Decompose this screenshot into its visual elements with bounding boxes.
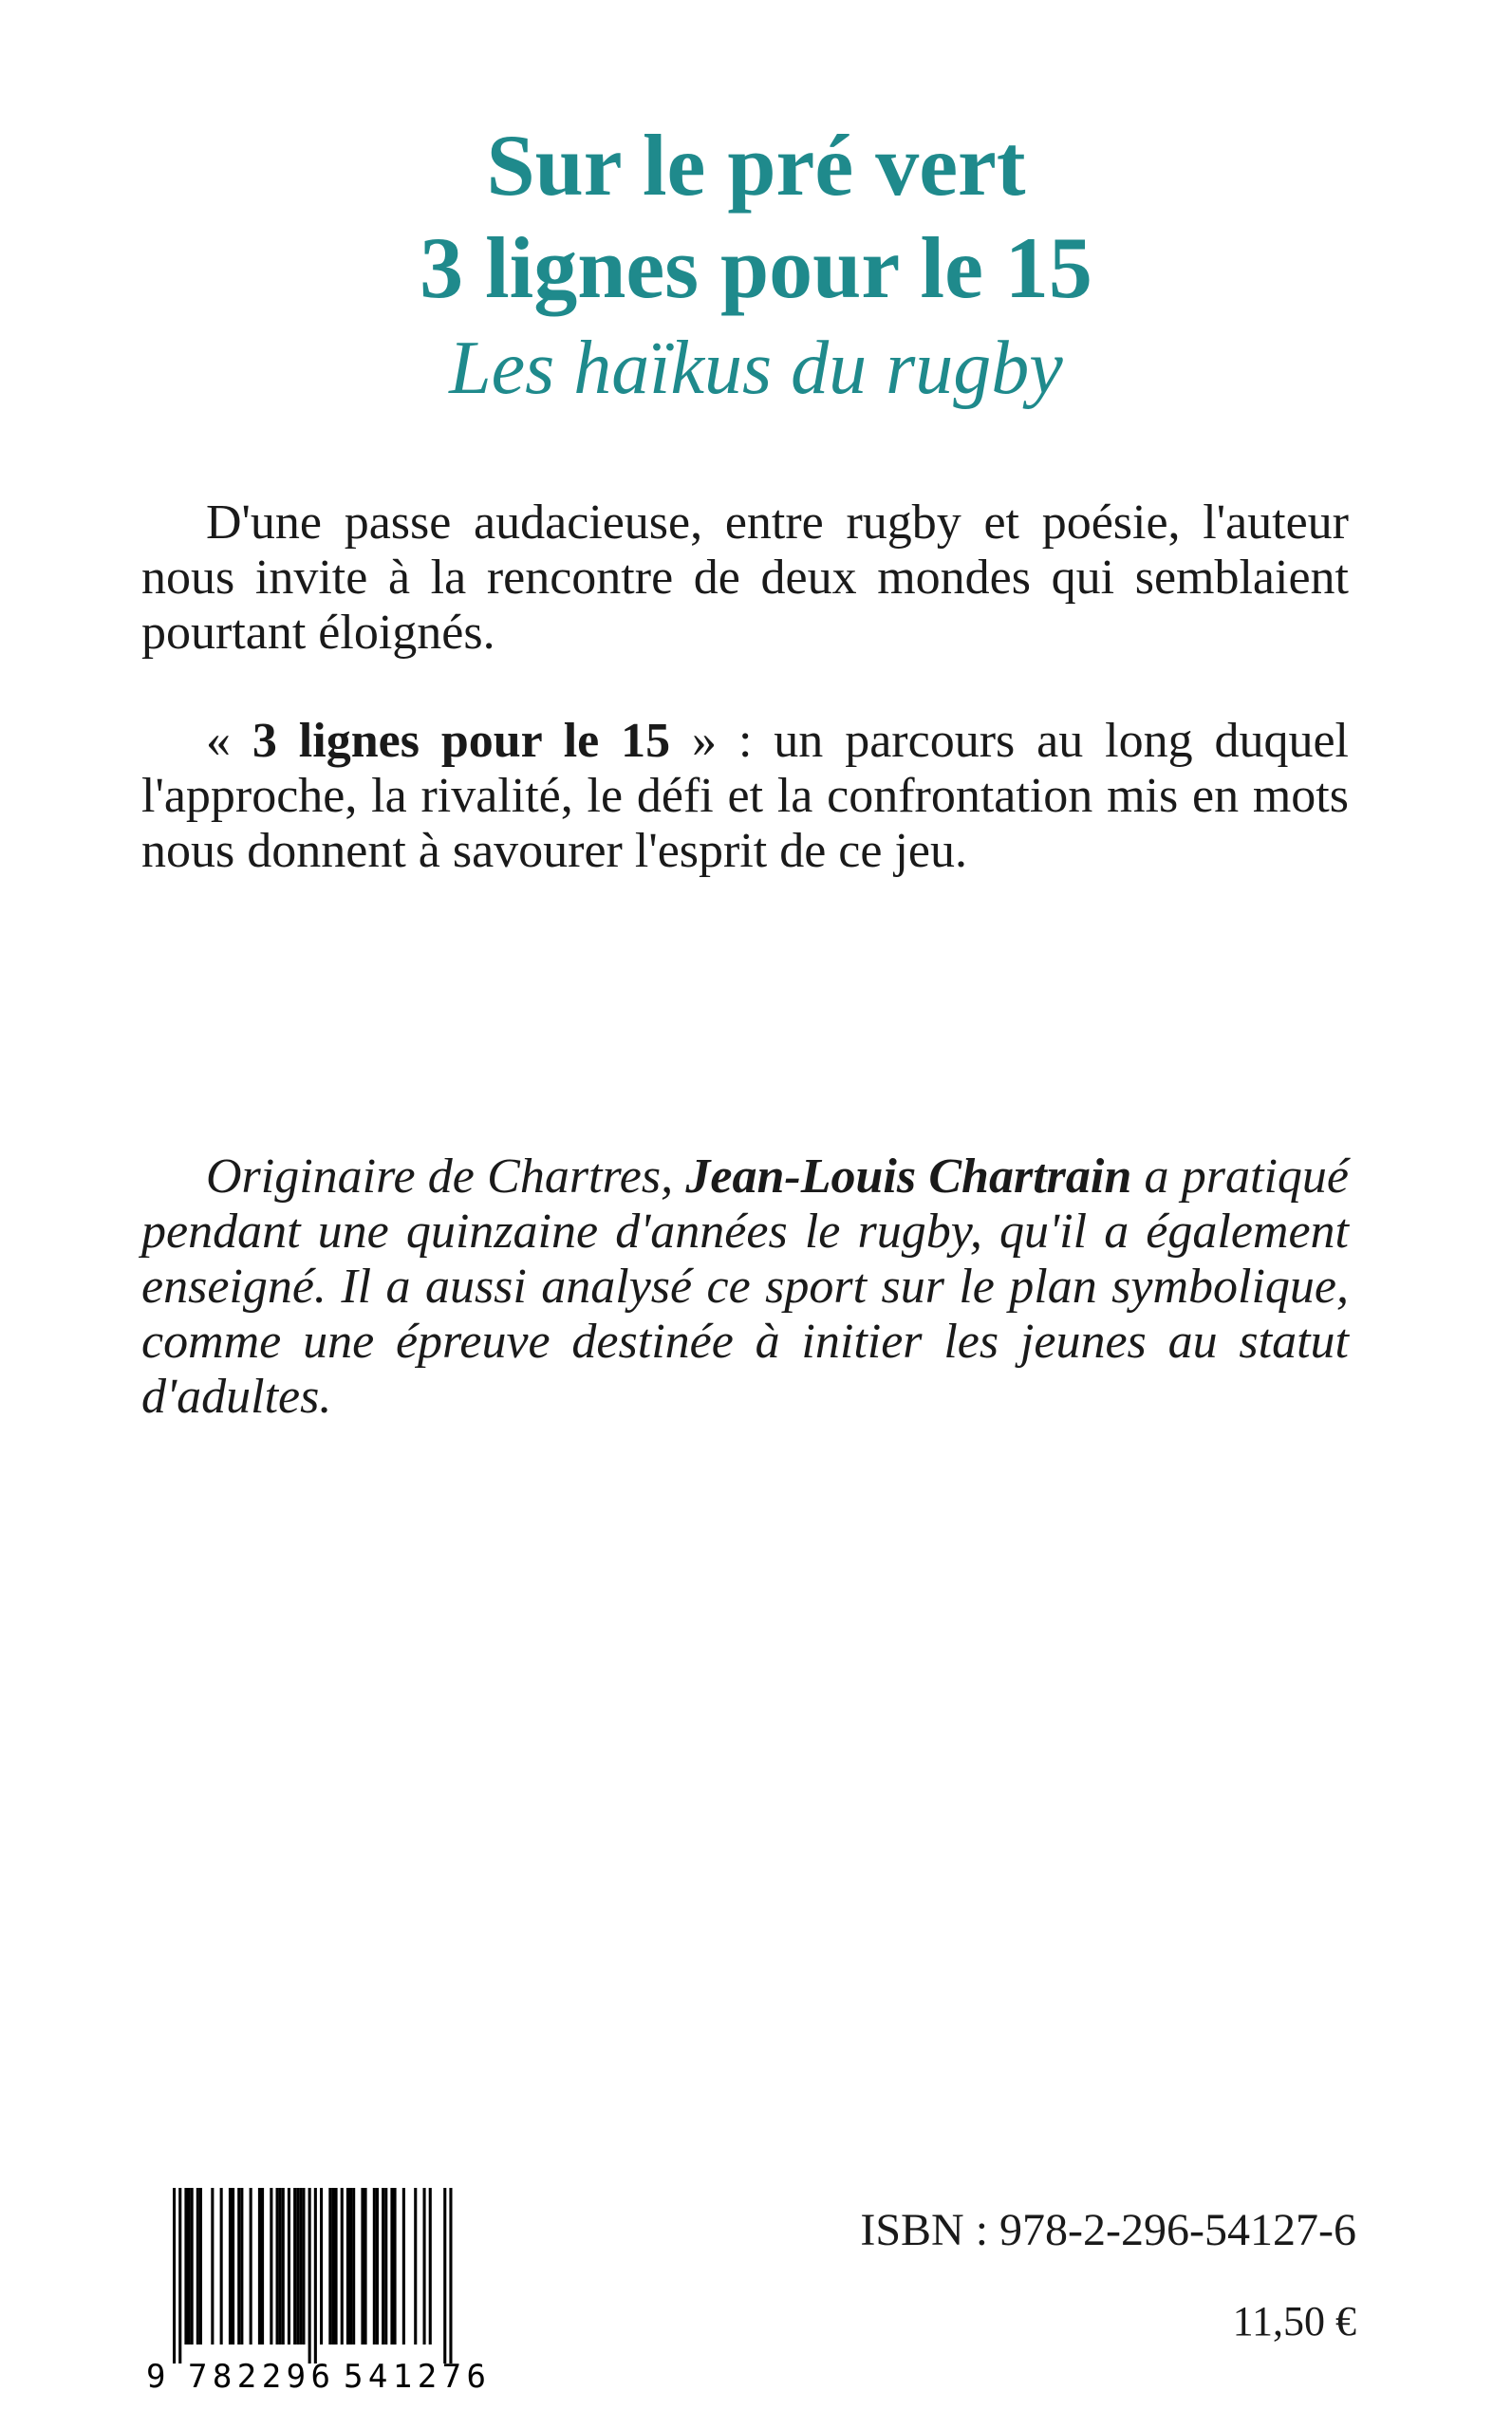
barcode-bar [211,2188,214,2345]
blurb-paragraph-2-rest: » : un parcours au long duquel l'approche, la rivalité, le défi et la confrontation mis en mots nous donnent à savourer l'esprit de ce jeu. [141,714,1350,878]
barcode [140,2186,520,2395]
blurb-bold-title: 3 lignes pour le 15 [252,714,671,768]
open-quote: « [206,714,252,768]
barcode-bar [220,2188,223,2345]
barcode-bar [293,2188,296,2345]
barcode-bar [296,2188,299,2345]
barcode-right-group: 541276 [344,2358,486,2395]
barcode-bar [178,2188,181,2363]
barcode-bar [449,2188,452,2363]
barcode-bar [276,2188,279,2345]
barcode-bar [258,2188,261,2345]
barcode-bar [240,2188,243,2345]
barcode-bar [331,2188,334,2345]
barcode-bar [361,2188,364,2345]
author-bio-intro: Originaire de Chartres, [206,1149,686,1204]
barcode-bar [314,2188,317,2363]
barcode-bars [173,2188,453,2363]
book-subtitle: Les haïkus du rugby [449,327,1063,410]
blurb-paragraph-1: D'une passe audacieuse, entre rugby et poésie, l'auteur nous invite à la rencontre de deux mondes qui semblaient pourtant éloignés. [141,495,1349,660]
barcode-bar [188,2188,191,2345]
barcode-bar [282,2188,285,2345]
isbn-label: ISBN : 978-2-296-54127-6 [860,2205,1356,2255]
barcode-bar [308,2188,311,2363]
barcode-bar [429,2188,432,2345]
book-title-line-1: Sur le pré vert [486,117,1026,214]
barcode-bar [232,2188,234,2345]
barcode-first-digit: 9 [146,2358,166,2395]
blurb-paragraph-2 [141,714,1349,879]
barcode-bar [390,2188,393,2345]
barcode-bar [423,2188,426,2345]
barcode-bar [279,2188,282,2345]
barcode-bar [302,2188,305,2345]
barcode-bar [288,2188,290,2345]
barcode-bar [373,2188,376,2345]
barcode-bar [384,2188,387,2345]
barcode-bar [443,2188,446,2363]
author-bio [141,1149,1349,1425]
barcode-bar [328,2188,331,2345]
barcode-bar [237,2188,240,2345]
barcode-bar [184,2188,187,2345]
author-bio-rest: a pratiqué pendant une quinzaine d'années le rugby, qu'il a également enseigné. Il a aussi analysé ce sport sur le plan symbolique, comme une épreuve destinée à initier les jeunes au statut d'adultes. [141,1149,1349,1424]
barcode-bar [364,2188,367,2345]
barcode-bar [376,2188,379,2345]
price-label: 11,50 € [1232,2298,1356,2345]
barcode-bar [352,2188,355,2345]
barcode-bar [341,2188,344,2345]
barcode-bar [299,2188,302,2345]
barcode-bar [394,2188,397,2345]
barcode-bar [196,2188,199,2345]
title-block [0,114,1512,416]
barcode-graphic [140,2186,520,2395]
barcode-bar [191,2188,194,2345]
barcode-bar [229,2188,232,2345]
barcode-bar [320,2188,323,2345]
barcode-left-group: 782296 [188,2358,330,2395]
barcode-bar [402,2188,405,2345]
barcode-bar [261,2188,264,2345]
barcode-bar [414,2188,417,2345]
book-title-line-2: 3 lignes pour le 15 [420,219,1092,316]
barcode-bar [382,2188,384,2345]
barcode-bar [349,2188,352,2345]
author-name: Jean-Louis Chartrain [685,1149,1132,1204]
barcode-bar [199,2188,202,2345]
barcode-bar [250,2188,252,2345]
barcode-bar [173,2188,176,2363]
barcode-bar [335,2188,338,2345]
barcode-bar [270,2188,272,2345]
barcode-bar [346,2188,349,2345]
